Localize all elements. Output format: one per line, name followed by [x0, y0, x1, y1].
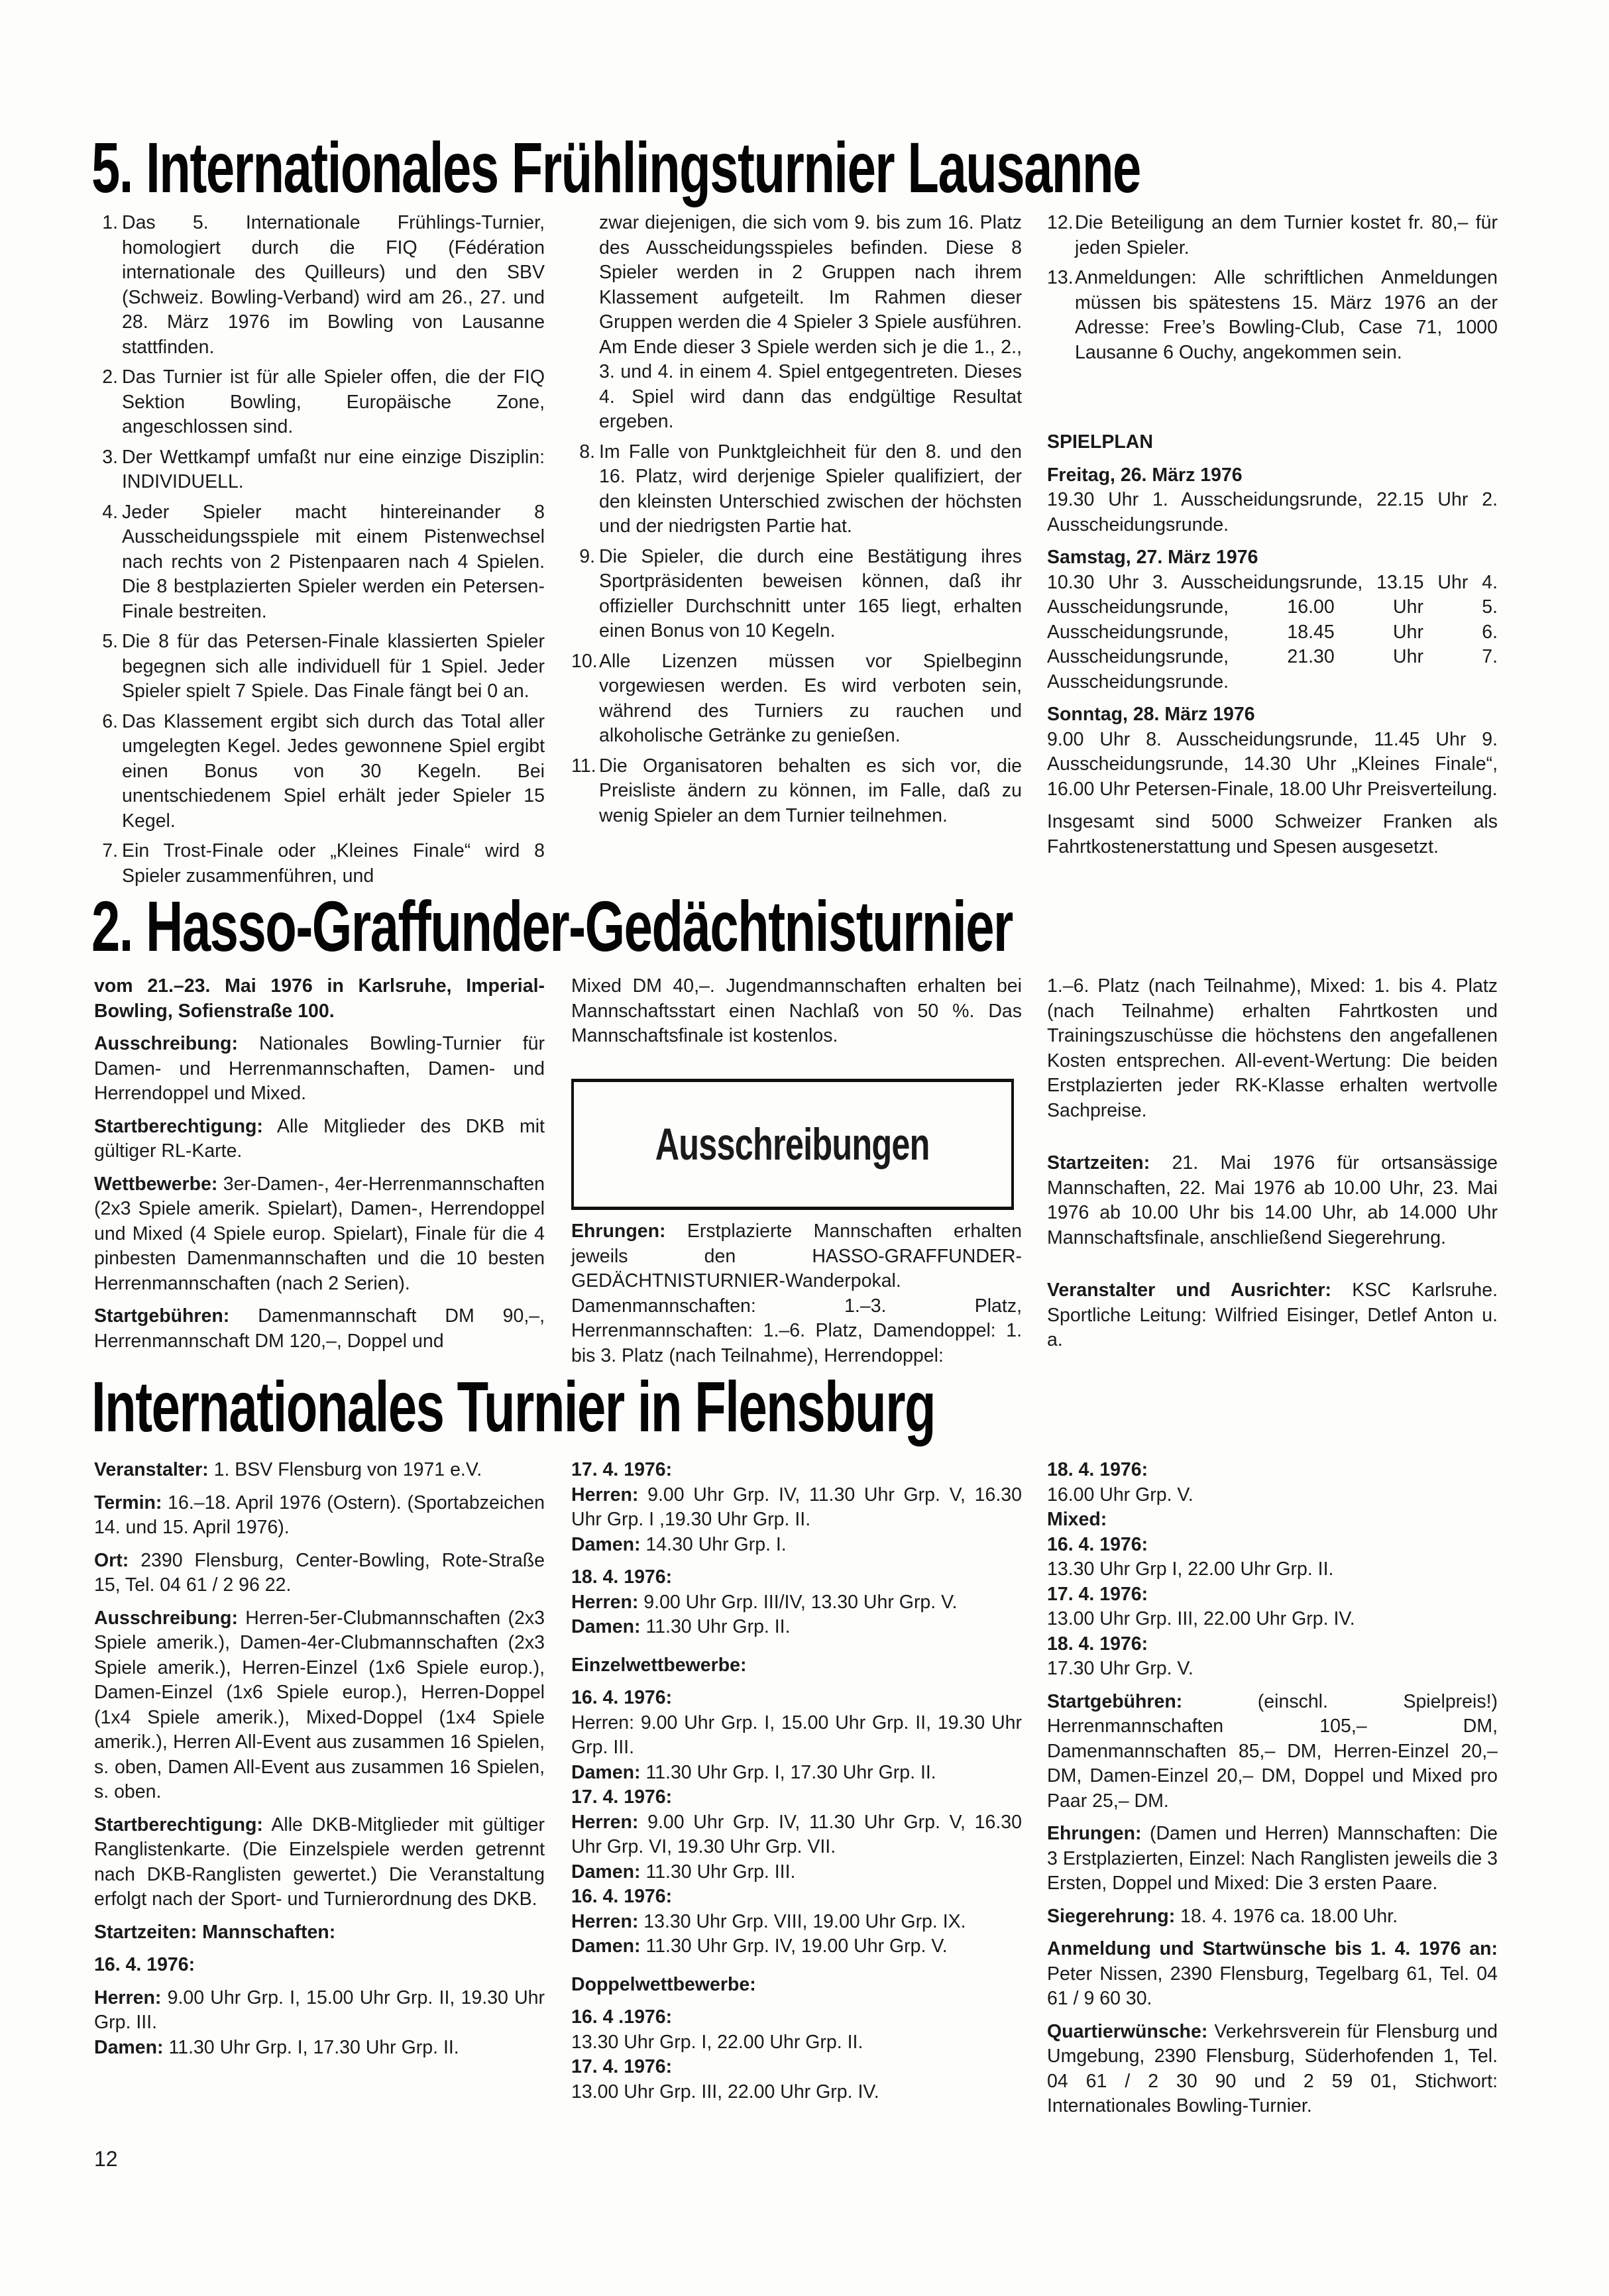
- schedule-line: Damen: 11.30 Uhr Grp. III.: [571, 1861, 796, 1883]
- schedule-date: 18. 4. 1976:: [571, 1566, 673, 1588]
- schedule-line: 16.00 Uhr Grp. V.: [1047, 1484, 1193, 1505]
- section-startberechtigung: Startberechtigung: Alle Mitglieder des DKB mit gültiger RL-Karte.: [94, 1115, 545, 1162]
- section-veranstalter: Veranstalter: 1. BSV Flensburg von 1971 e.V.: [94, 1459, 482, 1480]
- section-startzeiten: Startzeiten: 21. Mai 1976 für ortsansässige Mannschaften, 22. Mai 1976 ab 10.00 Uhr, 23. Mai 1976 ab 10.00 Uhr bis 14.00 Uhr, ab 14.000 Uhr Mannschaftsfinale, anschließend Siegerehrung.: [1047, 1152, 1498, 1248]
- schedule-text: 10.30 Uhr 3. Ausscheidungsrunde, 13.15 Uhr 4. Ausscheidungsrunde, 16.00 Uhr 5. Ausscheidungsrunde, 18.45 Uhr 6. Ausscheidungsrunde, 21.30 Uhr 7. Ausscheidungsrunde.: [1047, 571, 1498, 692]
- schedule-line: Damen: 11.30 Uhr Grp. II.: [571, 1616, 791, 1637]
- list-item: 1. Das 5. Internationale Frühlings-Turnier, homologiert durch die FIQ (Fédération internationale des Quilleurs) und den SBV (Schweiz. Bowling-Verband) wird am 26., 27. und 28. März 1976 im Bowling von Lausanne stattfinden.: [102, 212, 545, 358]
- section-wettbewerbe: Wettbewerbe: 3er-Damen-, 4er-Herrenmannschaften (2x3 Spiele amerik. Spielart), Damen-, Herrendoppel und Mixed (4 Spiele europ. Spielart), Finale für die 4 pinbesten Damenmannschaften und die 10 besten Herrenmannschaften (nach 2 Serien).: [94, 1173, 545, 1294]
- hasso-column-2: [571, 974, 1022, 1057]
- list-item: 13. Anmeldungen: Alle schriftlichen Anmeldungen müssen bis spätestens 15. März 1976 an der Adresse: Free’s Bowling-Club, Case 71, 1000 Lausanne 6 Ouchy, angekommen sein.: [1047, 267, 1498, 363]
- schedule-line: 13.00 Uhr Grp. III, 22.00 Uhr Grp. IV.: [571, 2081, 879, 2103]
- list-item: 10. Alle Lizenzen müssen vor Spielbeginn vorgewiesen werden. Es wird verboten sein, während des Turniers zu rauchen und alkoholische Getränke zu genießen.: [571, 650, 1022, 746]
- schedule-line: 13.30 Uhr Grp. I, 22.00 Uhr Grp. II.: [571, 2031, 863, 2053]
- list-item: 6. Das Klassement ergibt sich durch das Total aller umgelegten Kegel. Jedes gewonnene Spiel ergibt einen Bonus von 30 Kegeln. Bei unentschiedenem Spiel erhält jeder Spieler 15 Kegel.: [102, 710, 545, 832]
- schedule-line: Damen: 11.30 Uhr Grp. I, 17.30 Uhr Grp. II.: [94, 2036, 459, 2058]
- schedule-line: 17.30 Uhr Grp. V.: [1047, 1658, 1193, 1679]
- lausanne-column-2: [571, 211, 1022, 834]
- section-ehrungen-continued: 1.–6. Platz (nach Teilnahme), Mixed: 1. bis 4. Platz (nach Teilnahme) erhalten Fahrtkosten und Trainingszuschüsse die höchstens den angefallenen Kosten entsprechen. All-event-Wertung: Die beiden Erstplazierten jeder RK-Klasse erhalten wertvolle Sachpreise.: [1047, 975, 1498, 1121]
- schedule-day: Sonntag, 28. März 1976: [1047, 704, 1255, 725]
- section-ort: Ort: 2390 Flensburg, Center-Bowling, Rote-Straße 15, Tel. 04 61 / 2 96 22.: [94, 1549, 545, 1596]
- startzeiten-heading: Startzeiten: Mannschaften:: [94, 1921, 336, 1943]
- flensburg-column-1: [94, 1458, 545, 2060]
- schedule-line: Herren: 9.00 Uhr Grp. IV, 11.30 Uhr Grp. V, 16.30 Uhr Grp. VI, 19.30 Uhr Grp. VII.: [571, 1811, 1022, 1857]
- section-startgebuehren: Startgebühren: Damenmannschaft DM 90,–, Herrenmannschaft DM 120,–, Doppel und: [94, 1305, 545, 1352]
- schedule-line: Herren: 9.00 Uhr Grp. I, 15.00 Uhr Grp. II, 19.30 Uhr Grp. III.: [571, 1712, 1022, 1758]
- ausschreibungen-box: [571, 1079, 1014, 1210]
- flensburg-column-2: [571, 1458, 1022, 2105]
- schedule-date: 17. 4. 1976:: [1047, 1583, 1148, 1605]
- section-quartierwuensche: Quartierwünsche: Verkehrsverein für Flensburg und Umgebung, 2390 Flensburg, Süderhofenden 1, Tel. 04 61 / 2 30 90 und 2 59 01, Stichwort: Internationales Bowling-Turnier.: [1047, 2020, 1498, 2116]
- list-item: 7. Ein Trost-Finale oder „Kleines Finale“ wird 8 Spieler zusammenführen, und: [102, 840, 545, 887]
- event-intro: vom 21.–23. Mai 1976 in Karlsruhe, Imperial-Bowling, Sofienstraße 100.: [94, 975, 545, 1022]
- hasso-column-3: [1047, 974, 1498, 1361]
- section-startgebuehren: Startgebühren: (einschl. Spielpreis!) Herrenmannschaften 105,– DM, Damenmannschaften 85,– DM, Herren-Einzel 20,– DM, Damen-Einzel 20,– DM, Doppel und Mixed pro Paar 25,– DM.: [1047, 1690, 1498, 1812]
- list-item: 2. Das Turnier ist für alle Spieler offen, die der FIQ Sektion Bowling, Europäische Zone, angeschlossen sind.: [102, 366, 545, 437]
- lausanne-column-1: [94, 211, 545, 894]
- list-item: 11. Die Organisatoren behalten es sich vor, die Preisliste ändern zu können, im Falle, daß zu wenig Spieler an dem Turnier teilnehmen.: [571, 755, 1022, 826]
- section-termin: Termin: 16.–18. April 1976 (Ostern). (Sportabzeichen 14. und 15. April 1976).: [94, 1492, 545, 1538]
- mixed-heading: Mixed:: [1047, 1509, 1107, 1530]
- list-item: 9. Die Spieler, die durch eine Bestätigung ihres Sportpräsidenten beweisen können, daß ihr offizieller Durchschnitt unter 165 liegt, erhalten einen Bonus von 10 Kegeln.: [579, 545, 1022, 641]
- schedule-line: Herren: 9.00 Uhr Grp. IV, 11.30 Uhr Grp. V, 16.30 Uhr Grp. I ,19.30 Uhr Grp. II.: [571, 1484, 1022, 1530]
- einzel-heading: Einzelwettbewerbe:: [571, 1654, 747, 1676]
- section-siegerehrung: Siegerehrung: 18. 4. 1976 ca. 18.00 Uhr.: [1047, 1905, 1398, 1927]
- schedule-line: Damen: 11.30 Uhr Grp. IV, 19.00 Uhr Grp. V.: [571, 1936, 948, 1957]
- schedule-text: 19.30 Uhr 1. Ausscheidungsrunde, 22.15 Uhr 2. Ausscheidungsrunde.: [1047, 489, 1498, 535]
- section-startberechtigung: Startberechtigung: Alle DKB-Mitglieder mit gültiger Ranglistenkarte. (Die Einzelspiele werden getrennt nach DKB-Ranglisten gewertet.) Die Veranstaltung erfolgt nach der Sport- und Turnierordnung des DKB.: [94, 1814, 545, 1910]
- list-item: 5. Die 8 für das Petersen-Finale klassierten Spieler begegnen sich alle individuell für 1 Spiel. Jeder Spieler spielt 7 Spiele. Das Finale fängt bei 0 an.: [102, 631, 545, 702]
- article-title-flensburg: Internationales Turnier in Flensburg: [91, 1366, 936, 1447]
- flensburg-column-3: [1047, 1458, 1498, 2127]
- schedule-date: 16. 4 .1976:: [571, 2006, 673, 2028]
- list-item-continued: zwar diejenigen, die sich vom 9. bis zum 16. Platz des Ausscheidungsspieles befinden. Diese 8 Spieler werden in 2 Gruppen nach ihrem Klassement aufgeteilt. Im Rahmen dieser Gruppen werden die 4 Spieler 3 Spiele ausführen. Am Ende dieser 3 Spiele werden sich je die 1., 2., 3. und 4. in einem 4. Spiel entgegentreten. Dieses 4. Spiel wird dann das endgültige Resultat ergeben.: [599, 212, 1022, 432]
- section-ausschreibung: Ausschreibung: Nationales Bowling-Turnier für Damen- und Herrenmannschaften, Damen- und Herrendoppel und Mixed.: [94, 1033, 545, 1104]
- schedule-line: Damen: 11.30 Uhr Grp. I, 17.30 Uhr Grp. II.: [571, 1761, 936, 1783]
- list-item: 3. Der Wettkampf umfaßt nur eine einzige Disziplin: INDIVIDUELL.: [102, 446, 545, 492]
- schedule-line: 13.30 Uhr Grp I, 22.00 Uhr Grp. II.: [1047, 1558, 1334, 1580]
- section-ehrungen: Ehrungen: (Damen und Herren) Mannschaften: Die 3 Erstplazierten, Einzel: Nach Ranglisten jeweils die 3 Ersten, Doppel und Mixed: Die 3 ersten Paare.: [1047, 1823, 1498, 1894]
- section-veranstalter: Veranstalter und Ausrichter: KSC Karlsruhe. Sportliche Leitung: Wilfried Eisinger, Detlef Anton u. a.: [1047, 1280, 1498, 1350]
- section-anmeldung: Anmeldung und Startwünsche bis 1. 4. 1976 an: Peter Nissen, 2390 Flensburg, Tegelbarg 61, Tel. 04 61 / 9 60 30.: [1047, 1938, 1498, 2009]
- box-label: Ausschreibungen: [655, 1119, 930, 1170]
- list-item: 12. Die Beteiligung an dem Turnier kostet fr. 80,– für jeden Spieler.: [1047, 212, 1498, 258]
- schedule-date: 16. 4. 1976:: [571, 1886, 673, 1907]
- schedule-day: Samstag, 27. März 1976: [1047, 547, 1258, 568]
- schedule-date: 17. 4. 1976:: [571, 1459, 673, 1480]
- schedule-line: Herren: 13.30 Uhr Grp. VIII, 19.00 Uhr Grp. IX.: [571, 1910, 966, 1932]
- schedule-date: 16. 4. 1976:: [571, 1687, 673, 1708]
- list-item: 4. Jeder Spieler macht hintereinander 8 Ausscheidungsspiele mit einem Pistenwechsel nach rechts von 2 Pistenpaaren nach 4 Spielen. Die 8 bestplazierten Spieler werden ein Petersen-Finale bestreiten.: [102, 501, 545, 622]
- schedule-text: 9.00 Uhr 8. Ausscheidungsrunde, 11.45 Uhr 9. Ausscheidungsrunde, 14.30 Uhr „Kleines Finale“, 16.00 Uhr Petersen-Finale, 18.00 Uhr Preisverteilung.: [1047, 728, 1498, 800]
- section-ausschreibung: Ausschreibung: Herren-5er-Clubmannschaften (2x3 Spiele amerik.), Damen-4er-Clubmannschaften (2x3 Spiele amerik.), Herren-Einzel (1x6 Spiele europ.), Damen-Einzel (1x6 Spiele europ.), Herren-Doppel (1x4 Spiele amerik.), Mixed-Doppel (1x4 Spiele amerik.), Herren All-Event aus zusammen 16 Spielen, s. oben, Damen All-Event aus zusammen 16 Spielen, s. oben.: [94, 1607, 545, 1802]
- section-startgebuehren-continued: Mixed DM 40,–. Jugendmannschaften erhalten bei Mannschaftsstart einen Nachlaß von 50 %. Das Mannschaftsfinale ist kostenlos.: [571, 975, 1022, 1046]
- article-title-hasso-graffunder: 2. Hasso-Graffunder-Gedächtnisturnier: [91, 886, 1013, 966]
- schedule-date: 18. 4. 1976:: [1047, 1633, 1148, 1655]
- article-title-lausanne: 5. Internationales Frühlingsturnier Lausanne: [91, 127, 1140, 207]
- schedule-date: 16. 4. 1976:: [94, 1954, 195, 1975]
- hasso-column-1: [94, 974, 545, 1362]
- schedule-line: Herren: 9.00 Uhr Grp. I, 15.00 Uhr Grp. II, 19.30 Uhr Grp. III.: [94, 1987, 545, 2033]
- schedule-date: 18. 4. 1976:: [1047, 1459, 1148, 1480]
- schedule-line: Damen: 14.30 Uhr Grp. I.: [571, 1533, 787, 1555]
- schedule-date: 16. 4. 1976:: [1047, 1533, 1148, 1555]
- spielplan-heading: SPIELPLAN: [1047, 431, 1153, 453]
- doppel-heading: Doppelwettbewerbe:: [571, 1973, 756, 1995]
- schedule-date: 17. 4. 1976:: [571, 2056, 673, 2077]
- page-number: 12: [94, 2147, 118, 2171]
- lausanne-column-3: [1047, 211, 1498, 867]
- schedule-line: Herren: 9.00 Uhr Grp. III/IV, 13.30 Uhr Grp. V.: [571, 1591, 958, 1613]
- prize-money-note: Insgesamt sind 5000 Schweizer Franken als Fahrtkostenerstattung und Spesen ausgesetzt.: [1047, 811, 1498, 857]
- schedule-day: Freitag, 26. März 1976: [1047, 464, 1243, 486]
- list-item: 8. Im Falle von Punktgleichheit für den 8. und den 16. Platz, wird derjenige Spieler qualifiziert, der den kleinsten Unterschied zwischen der höchsten und der niedrigsten Partie hat.: [579, 441, 1022, 537]
- schedule-line: 13.00 Uhr Grp. III, 22.00 Uhr Grp. IV.: [1047, 1608, 1355, 1629]
- schedule-date: 17. 4. 1976:: [571, 1786, 673, 1808]
- section-ehrungen: Ehrungen: Erstplazierte Mannschaften erhalten jeweils den HASSO-GRAFFUNDER-GEDÄCHTNISTURNIER-Wanderpokal. Damenmannschaften: 1.–3. Platz, Herrenmannschaften: 1.–6. Platz, Damendoppel: 1. bis 3. Platz (nach Teilnahme), Herrendoppel:: [571, 1221, 1022, 1366]
- hasso-column-2-lower: [571, 1219, 1022, 1376]
